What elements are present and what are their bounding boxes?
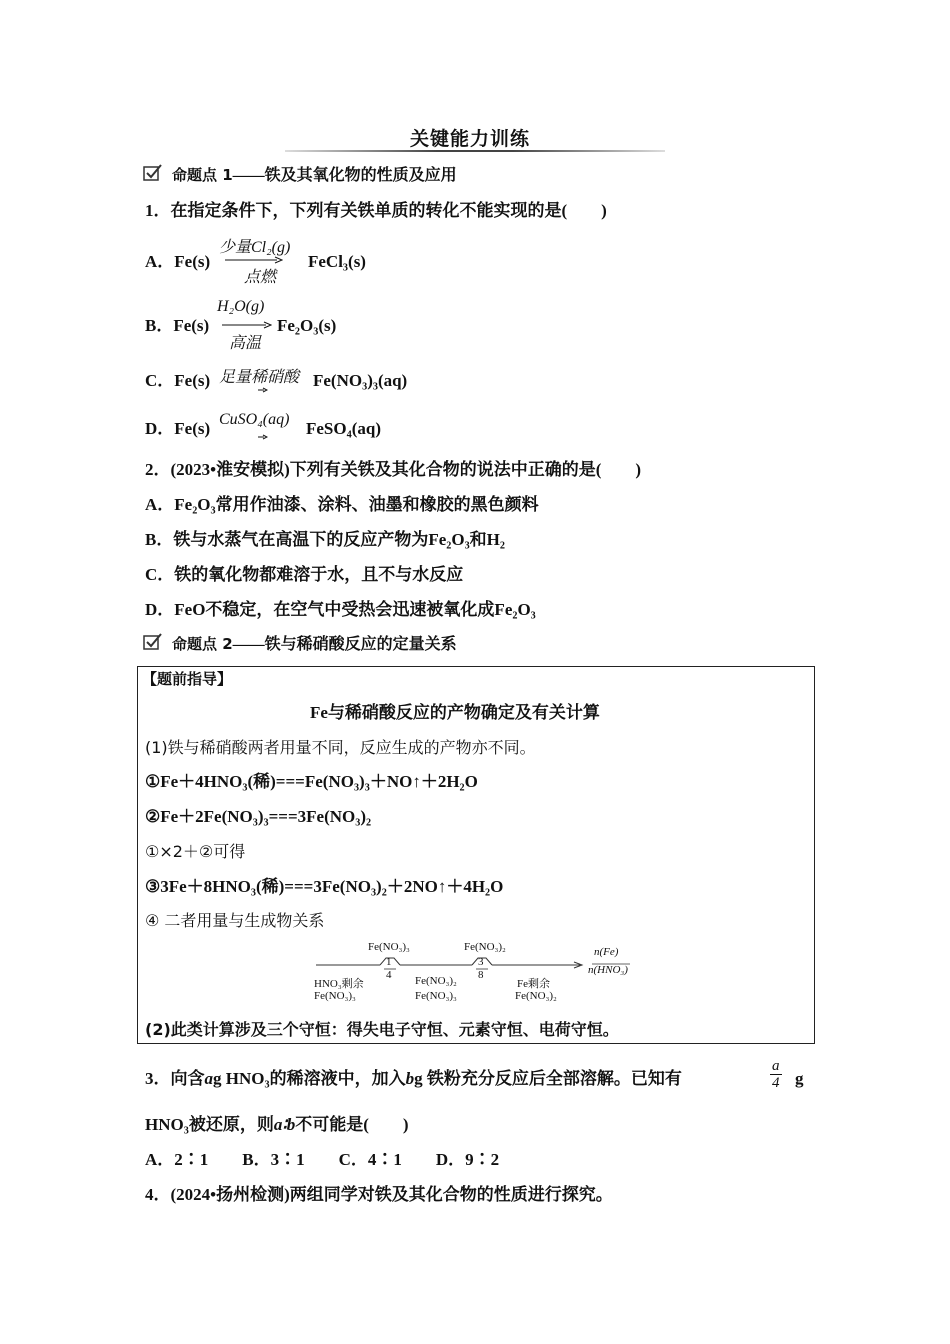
guide-equation-2: ②Fe＋2Fe(NO₃)₃===3Fe(NO₃)₂	[145, 807, 372, 826]
question-4-stem: 4．(2024•扬州检测)两组同学对铁及其化合物的性质进行探究。	[145, 1185, 613, 1204]
diagram-region-2-line-1: Fe(NO₃)₂	[415, 975, 457, 987]
q1-option-b-label: B．Fe(s)	[145, 316, 210, 335]
section-2-heading	[172, 633, 457, 656]
q1-option-c-product: Fe(NO₃)₃(aq)	[313, 371, 408, 390]
guide-equation-1: ①Fe＋4HNO₃(稀)===Fe(NO₃)₃＋NO↑＋2H₂O	[145, 772, 478, 791]
q1-option-b-reagent: H₂O(g)	[217, 298, 265, 315]
checkbox-icon	[143, 633, 163, 651]
q3-fraction	[770, 1058, 782, 1091]
q1-option-d-reagent: CuSO₄(aq)	[219, 411, 290, 428]
diagram-mark-2-den: 8	[478, 969, 484, 981]
diagram-axis-numerator: n(Fe)	[594, 946, 619, 958]
section-1-heading	[172, 164, 457, 187]
arrow-icon	[222, 321, 272, 329]
q1-option-c-reagent: 足量稀硝酸	[219, 369, 300, 386]
q3-options: A．2∶1 B．3∶1 C．4∶1 D．9∶2	[145, 1150, 500, 1169]
q3-text-2: g HNO₃的稀溶液中，加入	[213, 1069, 406, 1088]
q3-fraction-denominator: 4	[772, 1075, 780, 1091]
q1-option-a-label: A．Fe(s)	[145, 252, 211, 271]
guide-heading: Fe与稀硝酸反应的产物确定及有关计算	[310, 703, 600, 722]
diagram-axis-denominator: n(HNO₃)	[588, 964, 628, 976]
q1-option-b-condition: 高温	[229, 335, 262, 352]
q1-option-d-label: D．Fe(s)	[145, 419, 211, 438]
guide-label: 【题前指导】	[142, 670, 233, 688]
diagram-region-3-line-1: Fe剩余	[517, 978, 550, 990]
q2-option-b: B．铁与水蒸气在高温下的反应产物为Fe₂O₃和H₂	[145, 530, 506, 549]
q3-text-3: g 铁粉充分反应后全部溶解。已知有	[414, 1069, 682, 1088]
section-2-tag: 命题点 2	[172, 635, 233, 653]
q3-var-a: a	[204, 1069, 213, 1088]
arrow-icon	[258, 386, 268, 394]
guide-equation-4: ③3Fe＋8HNO₃(稀)===3Fe(NO₃)₂＋2NO↑＋4H₂O	[145, 877, 504, 896]
checkbox-icon	[143, 164, 163, 182]
q3-var-b: b	[405, 1069, 415, 1088]
page-title: 关键能力训练	[410, 128, 531, 150]
diagram-mark-1-num: 1	[386, 956, 392, 968]
q1-option-a-reagent: 少量Cl₂(g)	[219, 239, 291, 256]
question-2-stem: 2．(2023•淮安模拟)下列有关铁及其化合物的说法中正确的是( )	[145, 460, 642, 479]
diagram-region-1-line-1: HNO₃剩余	[314, 978, 364, 990]
section-1-tag: 命题点 1	[172, 166, 233, 184]
title-underline	[285, 150, 665, 152]
q1-option-d-product: FeSO₄(aq)	[306, 419, 381, 438]
question-3-line-2	[145, 1114, 409, 1136]
section-1-title: ——铁及其氧化物的性质及应用	[232, 167, 457, 184]
q1-option-b-product: Fe₂O₃(s)	[277, 316, 337, 335]
q2-option-a: A．Fe₂O₃常用作油漆、涂料、油墨和橡胶的黑色颜料	[145, 495, 539, 514]
q3-ratio: a∶b	[273, 1115, 296, 1134]
diagram-label-fe-no3-3: Fe(NO₃)₃	[368, 941, 410, 953]
q3-fraction-numerator: a	[772, 1058, 780, 1074]
arrow-icon	[225, 256, 283, 264]
question-3-stem	[145, 1068, 682, 1090]
section-2-title: ——铁与稀硝酸反应的定量关系	[232, 636, 457, 653]
q2-option-d: D．FeO不稳定，在空气中受热会迅速被氧化成Fe₂O₃	[145, 600, 536, 619]
q1-option-a-product: FeCl₃(s)	[308, 252, 366, 271]
diagram-mark-2-num: 3	[478, 956, 484, 968]
ratio-diagram	[312, 940, 642, 1010]
diagram-region-3-line-2: Fe(NO₃)₂	[515, 990, 557, 1002]
guide-equation-5: ④ 二者用量与生成物关系	[145, 911, 325, 930]
q3-line2-text-1: HNO₃被还原，则	[145, 1115, 274, 1134]
arrow-icon	[258, 433, 268, 441]
q3-unit: g	[795, 1069, 804, 1088]
diagram-region-1-line-2: Fe(NO₃)₃	[314, 990, 356, 1002]
diagram-mark-1-den: 4	[386, 969, 392, 981]
q3-line2-text-2: 不可能是( )	[295, 1115, 409, 1134]
guide-equation-3: ①×2＋②可得	[145, 842, 246, 861]
guide-paragraph-2: (2)此类计算涉及三个守恒：得失电子守恒、元素守恒、电荷守恒。	[145, 1020, 619, 1039]
q1-option-c-label: C．Fe(s)	[145, 371, 211, 390]
guide-paragraph-1: (1)铁与稀硝酸两者用量不同，反应生成的产物亦不同。	[145, 738, 536, 757]
q3-text-1: 3．向含	[145, 1069, 205, 1088]
diagram-region-2-line-2: Fe(NO₃)₃	[415, 990, 457, 1002]
q2-option-c: C．铁的氧化物都难溶于水，且不与水反应	[145, 565, 464, 584]
diagram-label-fe-no3-2: Fe(NO₃)₂	[464, 941, 506, 953]
q1-option-a-condition: 点燃	[244, 269, 277, 286]
question-1-stem: 1．在指定条件下，下列有关铁单质的转化不能实现的是( )	[145, 201, 607, 220]
